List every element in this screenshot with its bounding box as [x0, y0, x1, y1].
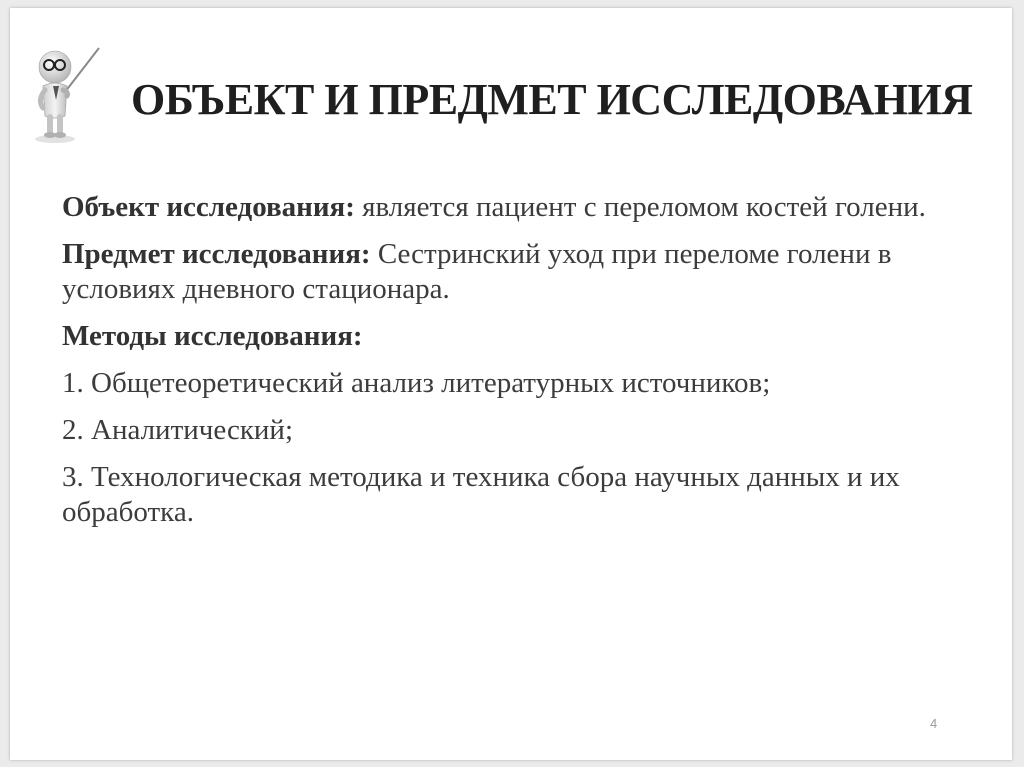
subject-label: Предмет исследования:: [62, 238, 371, 270]
method-item-1: 1. Общетеоретический анализ литературных источников;: [62, 367, 771, 399]
subject-paragraph: [62, 237, 942, 307]
slide-body: [62, 190, 942, 542]
teacher-pointer-figure-icon: [25, 34, 125, 146]
methods-label: Методы исследования:: [62, 320, 363, 352]
method-item-3: 3. Технологическая методика и техника сбора научных данных и их обработка.: [62, 461, 900, 528]
method-item-2: 2. Аналитический;: [62, 414, 294, 446]
methods-heading: [62, 319, 942, 354]
object-label: Объект исследования:: [62, 191, 355, 223]
slide: [10, 8, 1012, 760]
page-number: 4: [930, 716, 938, 731]
object-paragraph: [62, 190, 942, 225]
object-text: является пациент с переломом костей голени.: [354, 191, 926, 223]
slide-title: ОБЪЕКТ И ПРЕДМЕТ ИССЛЕДОВАНИЯ: [131, 75, 973, 124]
subject-text: Сестринский уход при переломе голени в условиях дневного стационара.: [62, 238, 892, 305]
